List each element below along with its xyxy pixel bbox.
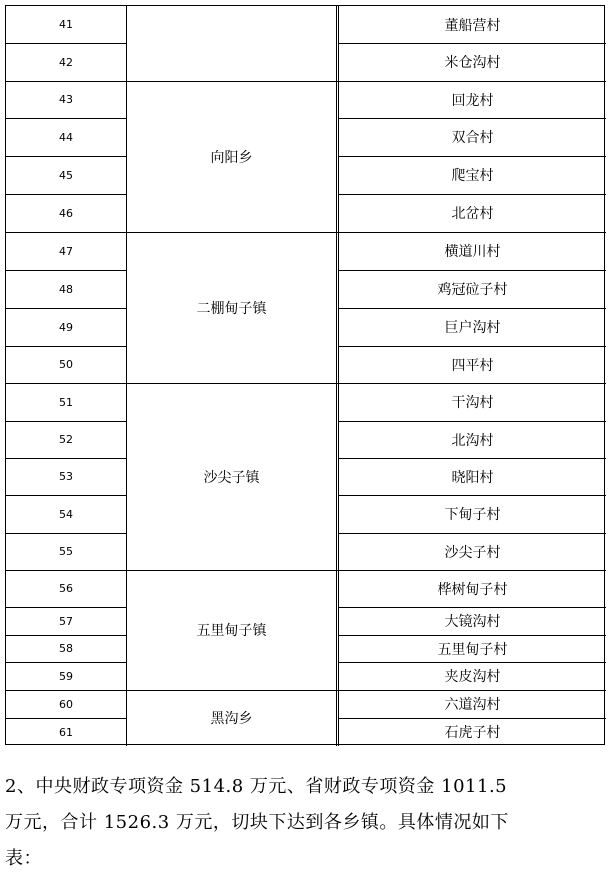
paragraph-line-2: 万元，合计 1526.3 万元，切块下达到各乡镇。具体情况如下 <box>5 812 509 833</box>
village-name: 北沟村 <box>451 432 494 449</box>
funding-paragraph <box>5 769 603 877</box>
village-name: 横道川村 <box>444 244 501 260</box>
row-number: 56 <box>59 582 73 595</box>
village-name: 大镜沟村 <box>444 614 501 630</box>
row-number: 53 <box>59 470 73 483</box>
village-name: 米仓沟村 <box>444 55 501 71</box>
row-number: 54 <box>59 507 73 521</box>
row-number: 45 <box>59 168 73 182</box>
village-name: 四平村 <box>451 357 494 374</box>
row-number: 41 <box>59 18 73 31</box>
row-number: 46 <box>59 206 73 220</box>
village-name: 晓阳村 <box>451 469 494 486</box>
village-name: 桦树甸子村 <box>437 581 508 598</box>
village-name: 沙尖子村 <box>444 544 501 561</box>
village-name: 爬宝村 <box>451 168 494 184</box>
village-name: 下甸子村 <box>444 507 501 523</box>
row-number: 57 <box>59 614 73 628</box>
township-name: 黑沟乡 <box>210 711 253 727</box>
village-name: 回龙村 <box>451 92 494 109</box>
row-number: 44 <box>59 130 73 144</box>
row-number: 52 <box>59 433 73 446</box>
village-name: 董船营村 <box>444 17 501 34</box>
township-name: 沙尖子镇 <box>203 469 260 486</box>
township-name <box>127 6 336 81</box>
village-name: 北岔村 <box>451 206 494 222</box>
village-name: 干沟村 <box>451 395 494 411</box>
row-number: 47 <box>59 244 73 258</box>
village-table-wrapper <box>5 5 605 745</box>
row-number: 50 <box>59 358 73 371</box>
row-number: 55 <box>59 545 73 558</box>
row-number: 48 <box>59 282 73 296</box>
row-number: 43 <box>59 93 73 106</box>
column-divider <box>336 6 337 746</box>
township-name: 向阳乡 <box>210 149 253 166</box>
paragraph-line-1: 2、中央财政专项资金 514.8 万元、省财政专项资金 1011.5 <box>5 776 508 797</box>
row-number: 51 <box>59 395 73 409</box>
row-number: 42 <box>59 55 73 69</box>
village-name: 双合村 <box>451 130 494 146</box>
row-number: 58 <box>59 642 73 655</box>
row-number: 49 <box>59 320 73 334</box>
row-number: 61 <box>59 725 73 739</box>
village-name: 五里甸子村 <box>437 641 508 658</box>
village-name: 鸡冠砬子村 <box>437 282 508 298</box>
village-table <box>5 5 605 745</box>
village-name: 巨户沟村 <box>444 320 501 336</box>
village-name: 石虎子村 <box>444 725 501 741</box>
township-name: 五里甸子镇 <box>196 623 267 639</box>
paragraph-line-3: 表： <box>5 848 42 869</box>
village-name: 六道沟村 <box>444 697 501 713</box>
village-name: 夹皮沟村 <box>444 669 501 685</box>
row-number: 59 <box>59 669 73 683</box>
row-number: 60 <box>59 697 73 711</box>
township-name: 二棚甸子镇 <box>196 300 267 317</box>
